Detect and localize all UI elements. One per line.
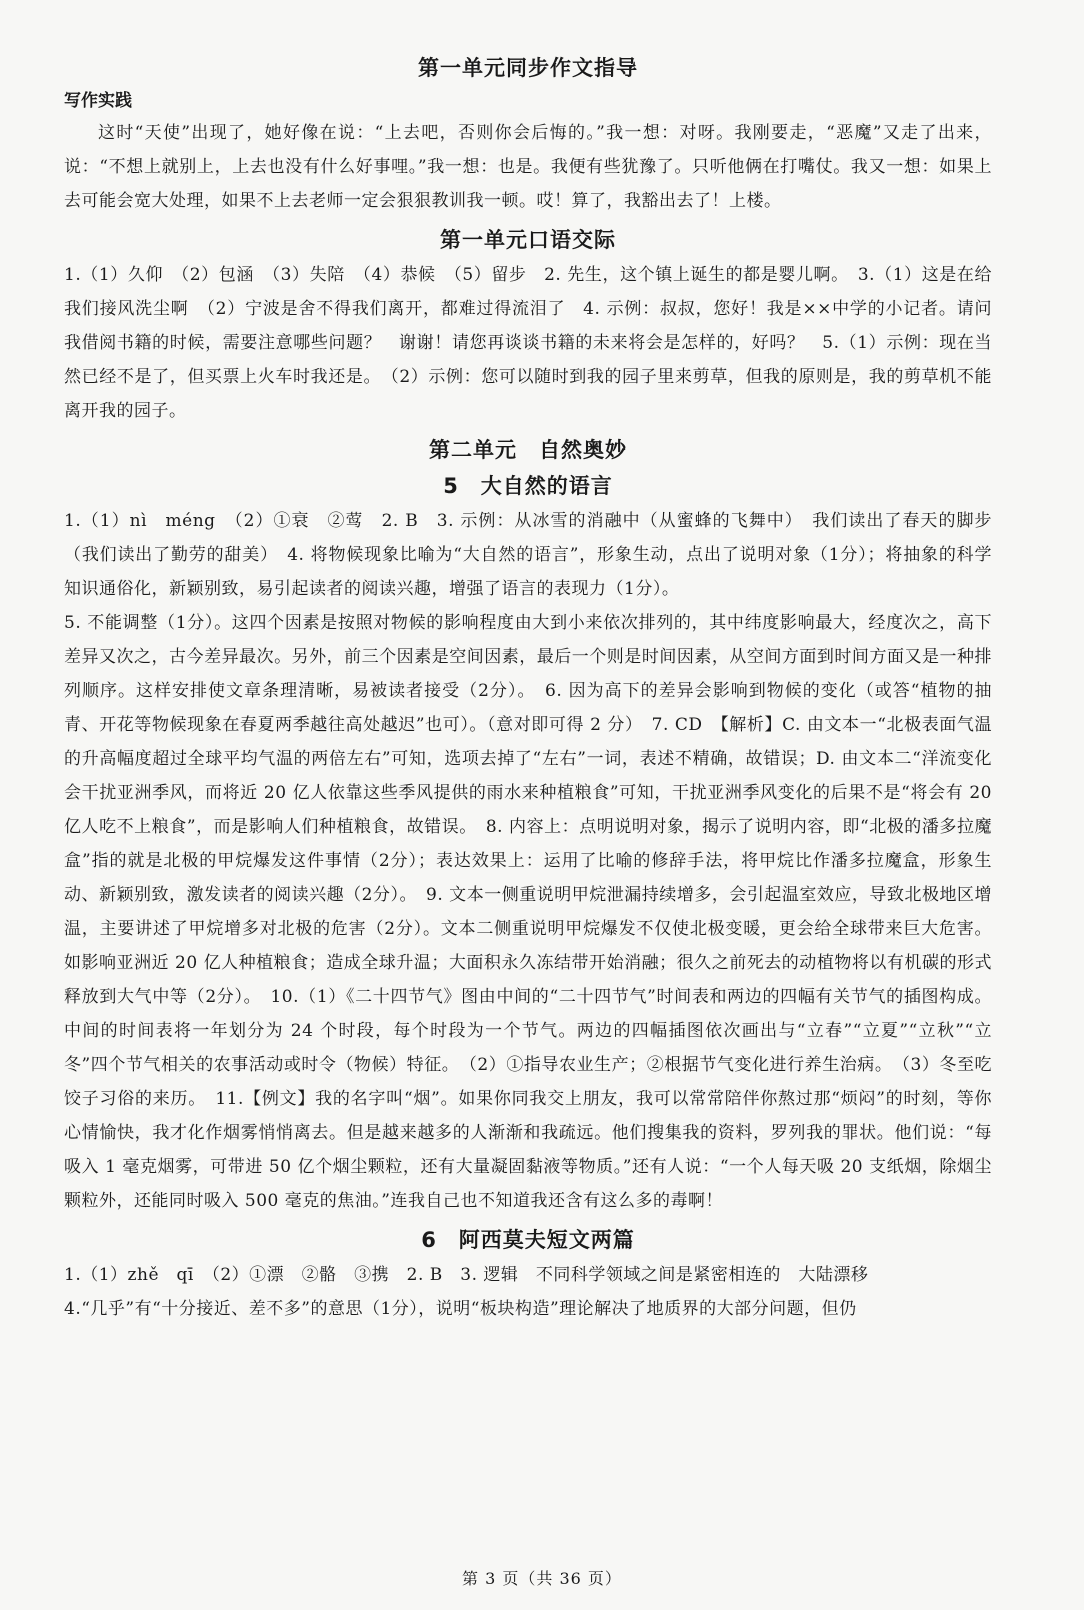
lesson6-answers-part2: 4.“几乎”有“十分接近、差不多”的意思（1分），说明“板块构造”理论解决了地质界的大部分问题，但仍 — [64, 1299, 857, 1319]
composition-paragraph: 这时“天使”出现了，她好像在说：“上去吧，否则你会后悔的。”我一想：对呀。我刚要走，“恶魔”又走了出来，说：“不想上就别上，上去也没有什么好事哩。”我一想：也是。我便有些犹豫了。只听他俩在打嘴仗。我又一想：如果上去可能会宽大处理，如果不上去老师一定会狠狠教训我一顿。哎！算了，我豁出去了！上楼。 — [64, 123, 992, 211]
section-title-unit-two: 第二单元 自然奥妙 — [429, 438, 627, 462]
section-title-composition: 第一单元同步作文指导 — [418, 56, 638, 80]
lesson5-answers-part2: 5. 不能调整（1分）。这四个因素是按照对物候的影响程度由大到小来依次排列的，其中纬度影响最大，经度次之，高下差异又次之，古今差异最次。另外，前三个因素是空间因素，最后一个则是时间因素，从空间方面到时间方面又是一种排列顺序。这样安排使文章条理清晰，易被读者接受（2分）。 6. 因为高下的差异会影响到物候的变化（或答“植物的抽青、开花等物候现象在春夏两季越往高处越迟”也可）。（意对即可得 2 分） 7. CD 【解析】C. 由文本一“北极表面气温的升高幅度超过全球平均气温的两倍左右”可知，选项去掉了“左右”一词，表述不精确，故错误；D. 由文本二“洋流变化会干扰亚洲季风，而将近 20 亿人依靠这些季风提供的雨水来种植粮食”可知，干扰亚洲季风变化的后果不是“将会有 20 亿人吃不上粮食”，而是影响人们种植粮食，故错误。 8. 内容上：点明说明对象，揭示了说明内容，即“北极的潘多拉魔盒”指的就是北极的甲烷爆发这件事情（2分）；表达效果上：运用了比喻的修辞手法，将甲烷比作潘多拉魔盒，形象生动、新颖别致，激发读者的阅读兴趣（2分）。 9. 文本一侧重说明甲烷泄漏持续增多，会引起温室效应，导致北极地区增温，主要讲述了甲烷增多对北极的危害（2分）。文本二侧重说明甲烷爆发不仅使北极变暖，更会给全球带来巨大危害。如影响亚洲近 20 亿人种植粮食；造成全球升温；大面积永久冻结带开始消融；很久之前死去的动植物将以有机碳的形式释放到大气中等（2分）。 10.（1）《二十四节气》图由中间的“二十四节气”时间表和两边的四幅有关节气的插图构成。中间的时间表将一年划分为 24 个时段，每个时段为一个节气。两边的四幅插图依次画出与“立春”“立夏”“立秋”“立冬”四个节气相关的农事活动或时令（物候）特征。 （2）①指导农业生产；②根据节气变化进行养生治病。 （3）冬至吃饺子习俗的来历。 11.【例文】我的名字叫“烟”。如果你同我交上朋友，我可以常常陪伴你熬过那“烦闷”的时刻，等你心情愉快，我才化作烟雾悄悄离去。但是越来越多的人渐渐和我疏远。他们搜集我的资料，罗列我的罪状。他们说：“每吸入 1 毫克烟雾，可带进 50 亿个烟尘颗粒，还有大量凝固黏液等物质。”还有人说：“一个人每天吸 20 支纸烟，除烟尘颗粒外，还能同时吸入 500 毫克的焦油。”连我自己也不知道我还含有这么多的毒啊！ — [64, 613, 992, 1211]
page-number-footer: 第 3 页（共 36 页） — [462, 1569, 622, 1588]
lesson-title-6: 6 阿西莫夫短文两篇 — [421, 1228, 635, 1252]
section-title-oral-communication: 第一单元口语交际 — [440, 228, 616, 252]
lesson5-answers-part1: 1.（1）nì méng （2）①衰 ②莺 2. B 3. 示例：从冰雪的消融中（从蜜蜂的飞舞中） 我们读出了春天的脚步（我们读出了勤劳的甜美） 4. 将物候现象比喻为“大自然的语言”，形象生动，点出了说明对象（1分）；将抽象的科学知识通俗化，新颖别致，易引起读者的阅读兴趣，增强了语言的表现力（1分）。 — [64, 511, 992, 599]
lesson-title-5: 5 大自然的语言 — [443, 474, 613, 498]
oral-answers-paragraph: 1.（1）久仰 （2）包涵 （3）失陪 （4）恭候 （5）留步 2. 先生，这个镇上诞生的都是婴儿啊。 3.（1）这是在给我们接风洗尘啊 （2）宁波是舍不得我们离开，都难过得流泪了 4. 示例：叔叔，您好！我是××中学的小记者。请问我借阅书籍的时候，需要注意哪些问题？ 谢谢！请您再谈谈书籍的未来将会是怎样的，好吗？ 5.（1）示例：现在当然已经不是了，但买票上火车时我还是。 （2）示例：您可以随时到我的园子里来剪草，但我的原则是，我的剪草机不能离开我的园子。 — [64, 265, 992, 421]
lesson6-answers-part1: 1.（1）zhě qī （2）①漂 ②骼 ③携 2. B 3. 逻辑 不同科学领域之间是紧密相连的 大陆漂移 — [64, 1265, 869, 1285]
subtitle-writing-practice: 写作实践 — [64, 91, 132, 111]
